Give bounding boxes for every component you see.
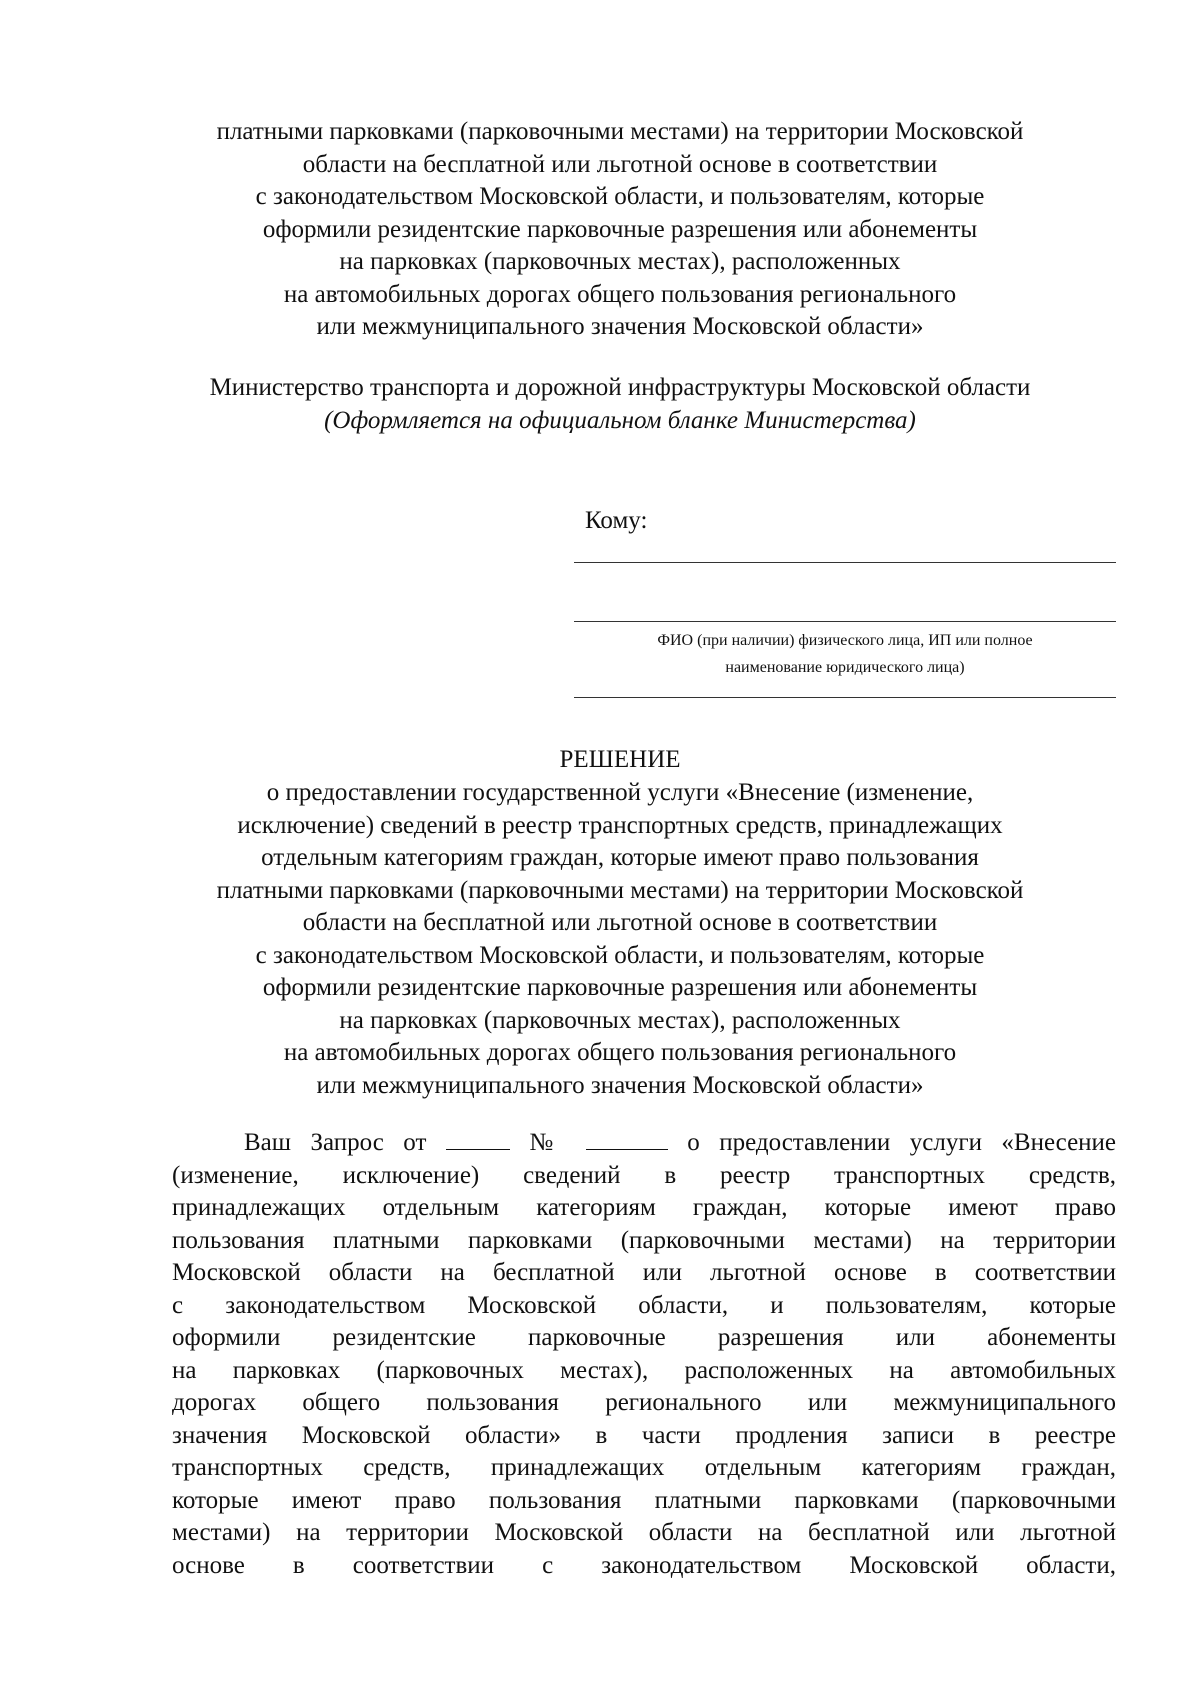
recipient-line-2[interactable] — [574, 621, 1116, 622]
decision-line: на автомобильных дорогах общего пользования регионального — [283, 1039, 957, 1066]
header-line: на автомобильных дорогах общего пользования регионального — [283, 280, 957, 308]
header-line: с законодательством Московской области, и пользователям, которые — [255, 183, 985, 210]
header-line: платными парковками (парковочными местами) на территории Московской — [216, 118, 1024, 145]
decision-title: РЕШЕНИЕ — [559, 746, 681, 773]
header-line: на парковках (парковочных местах), расположенных — [339, 248, 901, 275]
body-line: с законодательством Московской области, и пользователям, которые — [172, 1291, 1116, 1319]
decision-line: оформили резидентские парковочные разрешения или абонементы — [262, 974, 978, 1001]
decision-line: области на бесплатной или льготной основе в соответствии — [302, 909, 938, 936]
body-line: основе в соответствии с законодательством Московской области, — [172, 1551, 1116, 1579]
body-line: дорогах общего пользования регионального или межмуниципального — [172, 1389, 1116, 1416]
ministry-heading — [140, 372, 1100, 437]
body-line: транспортных средств, принадлежащих отдельным категориям граждан, — [172, 1454, 1116, 1481]
request-number-blank[interactable] — [586, 1127, 668, 1150]
decision-line: о предоставлении государственной услуги «Внесение (изменение, — [266, 779, 974, 806]
request-from-label: Ваш Запрос от — [244, 1129, 427, 1156]
body-line: значения Московской области» в части продления записи в реестре — [172, 1421, 1116, 1449]
decision-line: или межмуниципального значения Московской области» — [316, 1071, 924, 1099]
request-service-text: о предоставлении услуги «Внесение — [687, 1129, 1117, 1156]
header-line: или межмуниципального значения Московской области» — [316, 313, 924, 340]
recipient-caption-line: наименование юридического лица) — [725, 659, 965, 676]
body-line: (изменение, исключение) сведений в реестр транспортных средств, — [172, 1161, 1116, 1189]
recipient-label: Кому: — [585, 507, 648, 534]
header-line: оформили резидентские парковочные разрешения или абонементы — [262, 215, 978, 243]
body-line: принадлежащих отдельным категориям граждан, которые имеют право — [172, 1194, 1116, 1221]
request-date-blank[interactable] — [446, 1127, 510, 1150]
body-line: Московской области на бесплатной или льготной основе в соответствии — [172, 1259, 1116, 1286]
ministry-name: Министерство транспорта и дорожной инфраструктуры Московской области — [209, 374, 1031, 401]
body-line: которые имеют право пользования платными парковками (парковочными — [172, 1486, 1116, 1514]
decision-line: на парковках (парковочных местах), расположенных — [339, 1006, 901, 1034]
body-line: местами) на территории Московской области на бесплатной или льготной — [172, 1519, 1116, 1546]
service-title-continuation — [140, 116, 1100, 344]
header-line: области на бесплатной или льготной основе в соответствии — [302, 150, 938, 178]
decision-line: с законодательством Московской области, и пользователям, которые — [255, 941, 985, 969]
request-number-sign: № — [529, 1129, 567, 1156]
body-first-line — [172, 1127, 1116, 1160]
recipient-line-3[interactable] — [574, 697, 1116, 698]
decision-line: платными парковками (парковочными местами) на территории Московской — [216, 876, 1024, 904]
recipient-caption — [574, 627, 1116, 681]
decision-body — [172, 1127, 1116, 1582]
recipient-caption-line: ФИО (при наличии) физического лица, ИП или полное — [657, 632, 1033, 649]
decision-line: отдельным категориям граждан, которые имеют право пользования — [261, 844, 979, 871]
body-line: оформили резидентские парковочные разрешения или абонементы — [172, 1324, 1116, 1351]
recipient-line-1[interactable] — [574, 562, 1116, 563]
body-line: пользования платными парковками (парковочными местами) на территории — [172, 1226, 1116, 1254]
decision-line: исключение) сведений в реестр транспортных средств, принадлежащих — [237, 811, 1003, 839]
decision-subject — [140, 777, 1100, 1102]
ministry-letterhead-note: (Оформляется на официальном бланке Министерства) — [324, 406, 916, 434]
body-line: на парковках (парковочных местах), расположенных на автомобильных — [172, 1356, 1116, 1384]
